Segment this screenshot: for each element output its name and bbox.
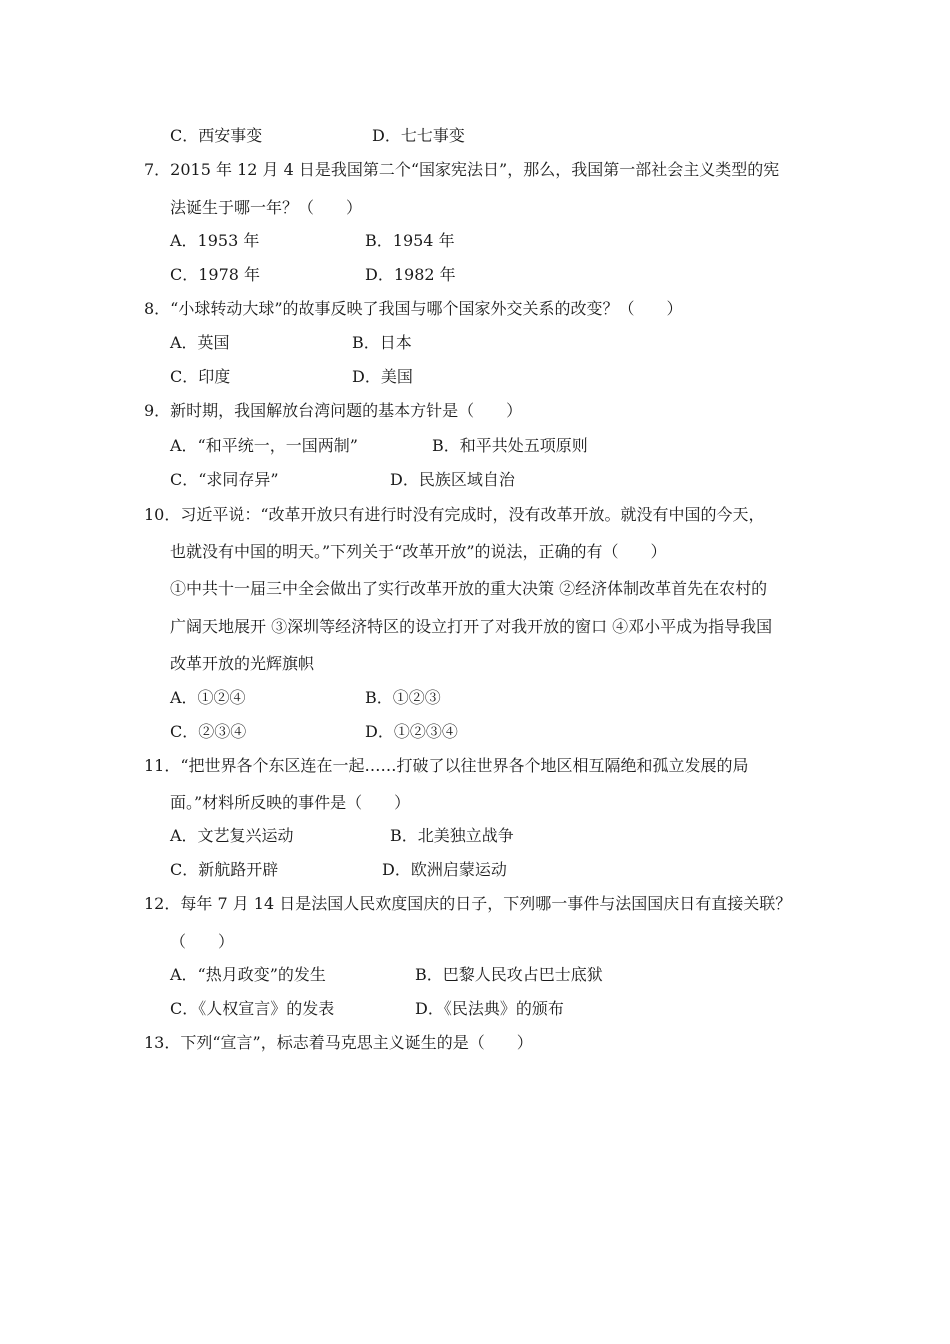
q10-stem-line2: 也就没有中国的明天。”下列关于“改革开放”的说法，正确的有（ ） bbox=[170, 542, 667, 561]
q10-option-c: C．②③④ bbox=[170, 722, 247, 741]
q11-option-c: C．新航路开辟 bbox=[170, 860, 279, 879]
q9-option-a: A．“和平统一，一国两制” bbox=[170, 436, 358, 455]
q10-option-d: D．①②③④ bbox=[365, 722, 458, 741]
q7-stem-line1: 7．2015 年 12 月 4 日是我国第二个“国家宪法日”，那么，我国第一部社会主义类型的宪 bbox=[144, 160, 780, 179]
q9-stem: 9．新时期，我国解放台湾问题的基本方针是（ ） bbox=[144, 401, 523, 420]
q10-stem-line1: 10．习近平说：“改革开放只有进行时没有完成时，没有改革开放。就没有中国的今天， bbox=[144, 505, 765, 524]
q10-statements-line3: 改革开放的光辉旗帜 bbox=[170, 654, 315, 673]
q11-option-d: D．欧洲启蒙运动 bbox=[382, 860, 507, 879]
q7-option-a: A．1953 年 bbox=[170, 231, 260, 250]
q11-option-a: A．文艺复兴运动 bbox=[170, 826, 294, 845]
q10-option-b: B．①②③ bbox=[365, 688, 441, 707]
q9-option-d: D．民族区域自治 bbox=[390, 470, 515, 489]
q8-option-a: A．英国 bbox=[170, 333, 230, 352]
q7-option-b: B．1954 年 bbox=[365, 231, 455, 250]
q8-stem: 8．“小球转动大球”的故事反映了我国与哪个国家外交关系的改变？（ ） bbox=[144, 299, 683, 318]
q6-option-c: C．西安事变 bbox=[170, 126, 263, 145]
q12-option-a: A．“热月政变”的发生 bbox=[170, 965, 326, 984]
q10-option-a: A．①②④ bbox=[170, 688, 246, 707]
q12-option-d: D．《民法典》的颁布 bbox=[415, 999, 564, 1018]
q12-option-c: C．《人权宣言》的发表 bbox=[170, 999, 335, 1018]
q7-option-d: D．1982 年 bbox=[365, 265, 456, 284]
q9-option-c: C．“求同存异” bbox=[170, 470, 279, 489]
q10-statements-line1: ①中共十一届三中全会做出了实行改革开放的重大决策 ②经济体制改革首先在农村的 bbox=[170, 579, 768, 598]
q13-stem: 13．下列“宣言”，标志着马克思主义诞生的是（ ） bbox=[144, 1033, 533, 1052]
q7-option-c: C．1978 年 bbox=[170, 265, 261, 284]
q12-stem-line2: （ ） bbox=[170, 932, 235, 951]
q12-option-b: B．巴黎人民攻占巴士底狱 bbox=[415, 965, 603, 984]
q10-statements-line2: 广阔天地展开 ③深圳等经济特区的设立打开了对我开放的窗口 ④邓小平成为指导我国 bbox=[170, 617, 773, 636]
q12-stem-line1: 12．每年 7 月 14 日是法国人民欢度国庆的日子，下列哪一事件与法国国庆日有直接关联？ bbox=[144, 894, 792, 913]
q11-stem-line1: 11．“把世界各个东区连在一起……打破了以往世界各个地区相互隔绝和孤立发展的局 bbox=[144, 756, 749, 775]
q11-option-b: B．北美独立战争 bbox=[390, 826, 514, 845]
q7-stem-line2: 法诞生于哪一年？（ ） bbox=[170, 198, 363, 217]
q8-option-d: D．美国 bbox=[352, 367, 413, 386]
q11-stem-line2: 面。”材料所反映的事件是（ ） bbox=[170, 793, 411, 812]
q8-option-c: C．印度 bbox=[170, 367, 231, 386]
q6-option-d: D．七七事变 bbox=[372, 126, 465, 145]
q8-option-b: B．日本 bbox=[352, 333, 412, 352]
q9-option-b: B．和平共处五项原则 bbox=[432, 436, 588, 455]
